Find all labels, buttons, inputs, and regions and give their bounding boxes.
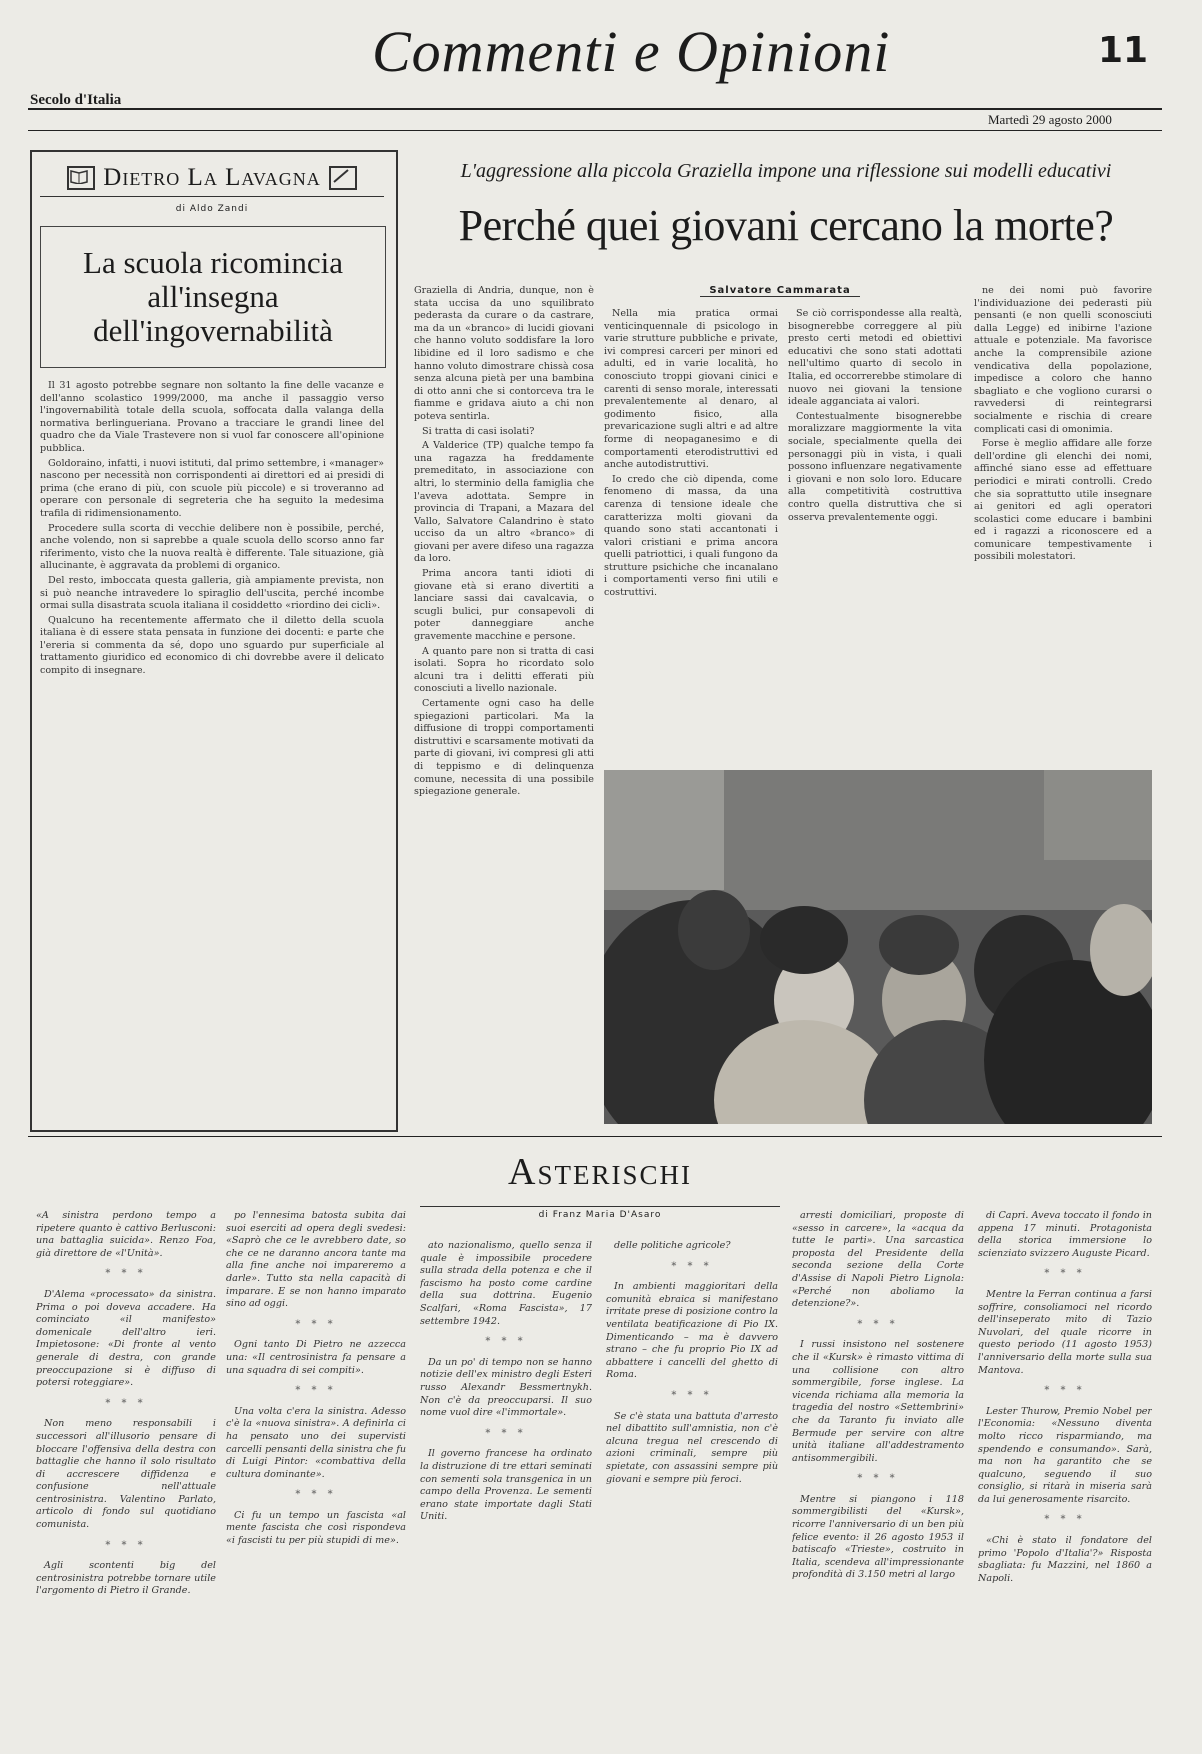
article-column-2 — [604, 308, 778, 760]
section-title: Commenti e Opinioni — [372, 19, 891, 84]
article-paragraph: Nella mia pratica ormai venticinquennale di psicologo in varie strutture pubbliche e private, ivi compresi carceri per minori ed adulti, ed in varie località, ho conosciuto troppi giovani cinici e carenti di senso morale, interessati prevalentemente al denaro, al godimento fisico, alla prevaricazione sugli altri e ad altre forme di neopaganesimo e di comportamenti eterodistruttivi ed anche autodistruttivi. — [604, 308, 778, 471]
asterisco-item: di Capri. Aveva toccato il fondo in appena 17 minuti. Protagonista della storica immersione lo scienziato svizzero Auguste Picard. — [978, 1210, 1152, 1259]
page-number: 11 — [1098, 30, 1149, 71]
news-photo — [604, 770, 1152, 1124]
article-paragraph: Prima ancora tanti idioti di giovane età si erano divertiti a lanciare sassi dai cavalcavia, o scugli bulici, pur consapevoli di poter danneggiare anche gravemente macchine e persone. — [414, 568, 594, 643]
asterisco-item: Mentre la Ferran continua a farsi soffrire, consoliamoci nel ricordo dell'inseperato mito di Tazio Nuvolari, del quale ricorre in questo periodo (11 agosto 1953) l'anniversario della morte sulla sua Mantova. — [978, 1288, 1152, 1376]
asterisco-item: «Chi è stato il fondatore del primo 'Popolo d'Italia'?» Risposta sbagliata: fu Mazzini, nel 1860 a Napoli. — [978, 1535, 1152, 1584]
asterischi-column-4 — [606, 1240, 778, 1740]
asterischi-column-6 — [978, 1210, 1152, 1740]
rubric-title: Dietro La Lavagna — [103, 164, 321, 191]
left-paragraph: Il 31 agosto potrebbe segnare non soltanto la fine delle vacanze e dell'anno scolastico 1999/2000, ma anche il passaggio verso l'ingovernabilità totale della scuola, soffocata dalla valanga della normativa berlingueriana. Provano a tracciare le grandi linee del quadro che da Viale Trastevere non si vuol far conoscere all'opinione pubblica. — [40, 380, 384, 454]
paper-name: Secolo d'Italia — [30, 92, 122, 108]
separator-stars: * * * — [485, 1336, 527, 1348]
asterischi-column-1 — [36, 1210, 216, 1740]
asterischi-byline: di Franz Maria D'Asaro — [538, 1210, 662, 1220]
separator-stars: * * * — [105, 1397, 147, 1409]
article-paragraph: Certamente ogni caso ha delle spiegazioni particolari. Ma la diffusione di troppi comportamenti distruttivi e scarsamente motivati da parte di giovani, ivi compresi gli atti di teppismo e di delinquenza comune, necessita di una possibile spiegazione generale. — [414, 698, 594, 798]
asterischi-column-2 — [226, 1210, 406, 1740]
article-byline: Salvatore Cammarata — [700, 285, 860, 297]
separator-stars: * * * — [1044, 1385, 1086, 1397]
separator-stars: * * * — [671, 1389, 713, 1401]
separator-stars: * * * — [295, 1318, 337, 1330]
asterisco-item: delle politiche agricole? — [614, 1240, 731, 1251]
left-byline: di Aldo Zandi — [175, 204, 249, 214]
asterisco-item: Mentre si piangono i 118 sommergibilisti del «Kursk», ricorre l'anniversario di un ben più felice evento: il 26 agosto 1953 il batiscafo «Trieste», costruito in Italia, scendeva all'impressionante profondità di 3.150 metri al largo — [792, 1493, 964, 1581]
header-rule-2 — [28, 130, 1162, 131]
left-paragraph: Del resto, imboccata questa galleria, già ampiamente prevista, non si può neanche intravedere lo spiraglio dell'uscita, perché incombe ormai sulla disastrata scuola italiana il cosiddetto «riordino dei cicli». — [40, 574, 384, 612]
article-paragraph: Contestualmente bisognerebbe moralizzare maggiormente la vita sociale, specialmente quella dei personaggi più in vista, i quali possono influenzare negativamente i giovani e non solo loro. Educare alla competitività costruttiva contro quella distruttiva che si osserva prevalentemente oggi. — [788, 410, 962, 523]
asterisco-item: Ci fu un tempo un fascista «al mente fascista che così rispondeva «i fascisti tu per più stupidi di me». — [226, 1509, 406, 1547]
left-headline: La scuola ricomincia all'insegna dell'ingovernabilità — [83, 245, 343, 348]
separator-stars: * * * — [295, 1385, 337, 1397]
asterisco-item: Lester Thurow, Premio Nobel per l'Economia: «Nessuno diventa molto ricco risparmiando, ma spendendo e consumando». Sarà, ma non ha garantito che se qualcuno, seguendo il suo consiglio, si ritarà in miseria sarà da lui generosamente risarcito. — [978, 1405, 1152, 1505]
asterisco-item: In ambienti maggioritari della comunità ebraica si manifestano irritate prese di posizione contro la ventilata beatificazione di Pio IX. Dimenticando – ma è davvero strano – che fu proprio Pio IX ad abbattere i cancelli del ghetto di Roma. — [606, 1281, 778, 1381]
separator-stars: * * * — [295, 1489, 337, 1501]
article-paragraph: Io credo che ciò dipenda, come fenomeno di massa, da una carenza di tensione ideale che caratterizza molti giovani da quando sono stati accantonati i valori cristiani e prima ancora quelli patriottici, i quali fungono da strutture psichiche che incanalano i comportamenti verso fini utili e costruttivi. — [604, 473, 778, 599]
separator-stars: * * * — [105, 1268, 147, 1280]
separator-stars: * * * — [105, 1539, 147, 1551]
issue-date: Martedì 29 agosto 2000 — [988, 112, 1112, 127]
asterischi-rule — [420, 1206, 780, 1207]
article-paragraph: Se ciò corrispondesse alla realtà, bisognerebbe correggere al più presto certi metodi ed obiettivi educativi che sono stati adottati nell'ultimo quarto di secolo in Italia, ed occorrerebbe stimolare di nuovo nei giovani la tensione ideale agganciata ai valori. — [788, 308, 962, 408]
asterisco-item: D'Alema «processato» da sinistra. Prima o poi doveva accadere. Ha cominciato «il manifesto» domenicale dell'altro ieri. Impietosone: «Di fronte al vento generale di destra, con grande preoccupazione si è diffuso di potersi roteggiare». — [36, 1288, 216, 1389]
article-paragraph: Graziella di Andria, dunque, non è stata uccisa da uno squilibrato pederasta da curare o da castrare, ma da un «branco» di lucidi giovani che hanno voluto soddisfare la loro libidine ed il loro sadismo e che hanno voluto dimostrare chissà cosa senza alcuna pietà per una bambina di otto anni che si contorceva tra le fiamme e gridava aiuto a chi non poteva sentirla. — [414, 285, 594, 422]
asterisco-item: Non meno responsabili i successori all'illusorio pensare di bloccare l'offensiva della destra con battaglie che hanno il solo risultato di accrescere diffidenza e confusione nell'attuale centrosinistra. Valentino Parlato, articolo di fondo sul quotidiano comunista. — [36, 1418, 216, 1531]
article-headline: Perché quei giovani cercano la morte? — [458, 201, 1114, 250]
asterisco-item: ato nazionalismo, quello senza il quale è impossibile procedere sulla strada della potenza e che il fascismo ha posto come cardine della sua dottrina. Eugenio Scalfari, «Roma Fascista», 17 settembre 1942. — [420, 1240, 592, 1327]
asterisco-item: Una volta c'era la sinistra. Adesso c'è la «nuova sinistra». A definirla ci ha pensato uno dei supervisti carcelli pensanti della sinistra che fu di Luigi Pintor: «combattiva della cultura dominante». — [226, 1405, 406, 1480]
asterisco-item: Da un po' di tempo non se hanno notizie dell'ex ministro degli Esteri russo Alexandr Bessmertnykh. Non c'è da preoccuparsi. Il suo nome vuol dire «l'immortale». — [420, 1356, 592, 1419]
article-paragraph: Si tratta di casi isolati? — [422, 425, 535, 437]
asterisco-item: Se c'è stata una battuta d'arresto nel dibattito sull'amnistia, non c'è alcuna tregua nel crescendo di azioni criminali, sempre più spietate, con assassini sempre più giovani e sempre più feroci. — [606, 1410, 778, 1485]
asterischi-column-3 — [420, 1240, 592, 1740]
asterisco-item: Ogni tanto Di Pietro ne azzecca una: «Il centrosinistra fa pensare a una squadra di sei compiti». — [226, 1339, 406, 1376]
separator-stars: * * * — [1044, 1268, 1086, 1280]
pencil-icon — [329, 166, 357, 190]
separator-stars: * * * — [485, 1427, 527, 1439]
article-column-3 — [788, 308, 962, 760]
article-kicker: L'aggressione alla piccola Graziella impone una riflessione sui modelli educativi — [460, 160, 1112, 182]
asterisco-item: I russi insistono nel sostenere che il «Kursk» è rimasto vittima di una collisione con altro sommergibile, forse inglese. La vicenda richiama alla memoria la tragedia del nostro «Settembrini» che da Taranto fu inviato alle Bermude per servire con altre unità italiane all'addestramento antisommergibili. — [792, 1339, 964, 1464]
left-paragraph: Procedere sulla scorta di vecchie delibere non è possibile, perché, anche volendo, non si saprebbe a quale scuola dello scorso anno far riferimento, visto che la nuova realtà è differente. Tale situazione, già allucinante, è aggravata da problemi di organico. — [40, 522, 384, 572]
asterisco-item: «A sinistra perdono tempo a ripetere quanto è cattivo Berlusconi: una battaglia suicida». Renzo Foa, già direttore de «l'Unità». — [36, 1210, 216, 1259]
header-rule — [28, 108, 1162, 110]
asterischi-column-5 — [792, 1210, 964, 1740]
article-column-4 — [974, 285, 1152, 760]
left-paragraph: Qualcuno ha recentemente affermato che il diletto della scuola italiana è di essere stata pensata in funzione dei docenti: e parte che l'ereria si commenta da sé, dopo uno sguardo pur superficiale al trattamento giuridico ed economico di chi dovrebbe avere il delicato compito di insegnare. — [40, 614, 384, 677]
book-icon — [67, 166, 95, 190]
section-separator — [28, 1136, 1162, 1137]
separator-stars: * * * — [857, 1473, 899, 1485]
left-headline-box — [40, 226, 386, 368]
separator-stars: * * * — [857, 1318, 899, 1330]
article-paragraph: A Valderice (TP) qualche tempo fa una ragazza ha freddamente premeditato, in associazione con altri, lo sterminio della famiglia che l'aveva adottata. Sempre in provincia di Trapani, a Mazara del Vallo, Salvatore Calandrino è stato ucciso da un altro «branco» di giovani per avere difeso una ragazza da loro. — [414, 440, 594, 565]
article-column-1 — [414, 285, 594, 1125]
asterisco-item: Il governo francese ha ordinato la distruzione di tre ettari seminati con sementi sola transgenica in un campo della Provenza. Le sementi erano state importate dagli Stati Uniti. — [420, 1448, 592, 1523]
asterisco-item: arresti domiciliari, proposte di «sesso in carcere», la «acqua da tutte le parti». Una sarcastica proposta del Presidente della seconda sezione della Corte d'Assise di Napoli Pietro Lignola: «Perché non aboliamo la detenzione?». — [792, 1210, 964, 1310]
separator-stars: * * * — [1044, 1514, 1086, 1526]
left-article-body — [40, 380, 384, 1120]
asterischi-title: Asterischi — [508, 1151, 692, 1193]
asterisco-item: Agli scontenti big del centrosinistra potrebbe tornare utile l'argomento di Pietro il Grande. — [36, 1560, 216, 1597]
rubric-bar — [40, 160, 384, 197]
article-paragraph: A quanto pare non si tratta di casi isolati. Sopra ho ricordato solo alcuni tra i delitti efferati più conosciuti a livello nazionale. — [414, 645, 594, 695]
left-paragraph: Goldoraino, infatti, i nuovi istituti, dal primo settembre, i «manager» nascono per necessità non corrispondenti ai direttori ed ai presidi di prima (che erano di più, con scuole più piccole) e si troveranno ad operare con personale di segreteria che ha seguito la medesima trafila di ridimensionamento. — [40, 457, 384, 519]
article-paragraph: Forse è meglio affidare alle forze dell'ordine gli elenchi dei nomi, affinché siano esse ad effettuare periodici e mirati controlli. Credo che sia soprattutto utile insegnare ai genitori ed agli operatori scolastici come educare i bambini ed i ragazzi a riconoscere ed a comunicare tempestivamente i possibili molestatori. — [974, 438, 1152, 563]
asterisco-item: po l'ennesima batosta subita dai suoi eserciti ad opera degli svedesi: «Saprò che ce le avrebbero date, so che ce ne daranno ancora tante ma alla fine anche noi impareremo a darle». Tutto sta nella capacità di imparare. E se non hanno imparato sino ad oggi. — [226, 1210, 406, 1310]
separator-stars: * * * — [671, 1260, 713, 1272]
article-paragraph: ne dei nomi può favorire l'individuazione dei pederasti più pensanti (e non quelli sconosciuti dalla Legge) ed inibirne l'azione attuale e potenziale. Ma favorisce anche la comprensibile azione vendicativa della popolazione, impedisce a coloro che hanno sbagliato e che vogliono curarsi o ravvedersi di reintegrarsi socialmente e rischia di creare complicati casi di omonimia. — [974, 285, 1152, 435]
